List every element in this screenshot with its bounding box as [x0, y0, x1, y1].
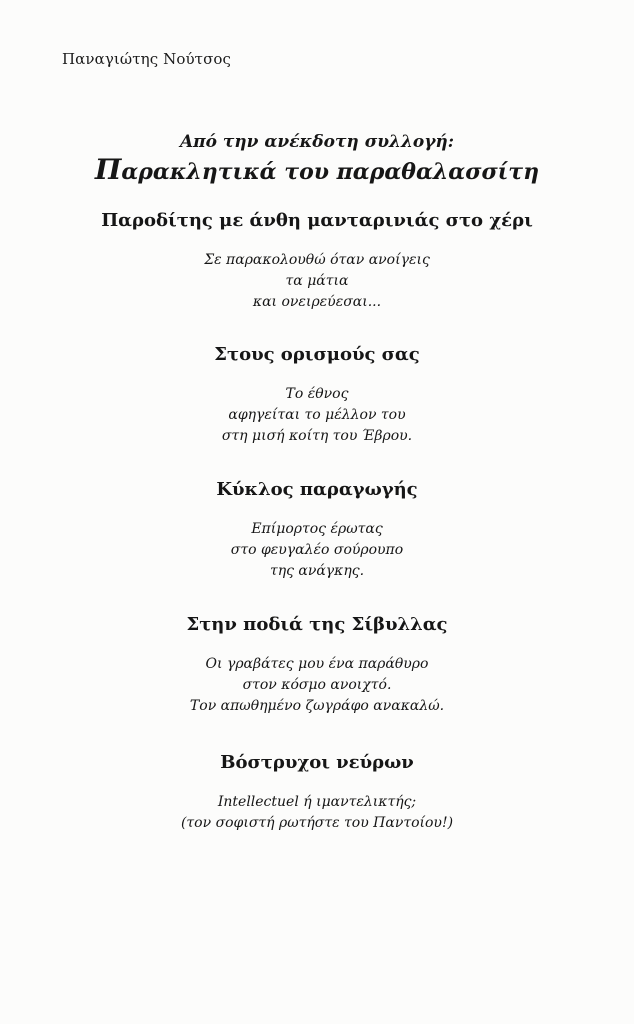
- collection-intro: [0, 130, 634, 187]
- poem-line: Επίμορτος έρωτας: [251, 521, 383, 537]
- poem-line: στη μισή κοίτη του Έβρου.: [221, 428, 413, 444]
- poem-line: Intellectuel ή ιμαντελικτής;: [217, 794, 417, 810]
- poem-line: της ανάγκης.: [269, 563, 365, 579]
- collection-title-initial: Π: [94, 153, 122, 186]
- poem: [0, 208, 634, 313]
- collection-intro-line: Από την ανέκδοτη συλλογή:: [179, 132, 455, 152]
- poem-line: Τον απωθημένο ζωγράφο ανακαλώ.: [189, 698, 445, 714]
- poem-line: Το έθνος: [285, 386, 349, 402]
- collection-title: [0, 155, 634, 187]
- poem: [0, 342, 634, 447]
- poem-lines: [0, 654, 634, 717]
- poem: [0, 750, 634, 834]
- poem-lines: [0, 792, 634, 834]
- page-header-author: Παναγιώτης Νούτσος: [62, 50, 232, 68]
- poem-line: στον κόσμο ανοιχτό.: [242, 677, 392, 693]
- poem-line: (τον σοφιστή ρωτήστε του Παντοίου!): [180, 815, 454, 831]
- poem-lines: [0, 250, 634, 313]
- poem-title: Κύκλος παραγωγής: [216, 479, 418, 500]
- poem-line: αφηγείται το μέλλον του: [228, 407, 406, 423]
- poem-title: Παροδίτης με άνθη μανταρινιάς στο χέρι: [101, 210, 533, 231]
- poem-lines: [0, 519, 634, 582]
- poem-line: και ονειρεύεσαι...: [252, 294, 382, 310]
- poem-title: Βόστρυχοι νεύρων: [220, 752, 414, 773]
- collection-title-rest: αρακλητικά του παραθαλασσίτη: [121, 159, 540, 185]
- poem-title: Στους ορισμούς σας: [214, 344, 420, 365]
- poem-line: Οι γραβάτες μου ένα παράθυρο: [205, 656, 429, 672]
- poem-lines: [0, 384, 634, 447]
- poem-line: τα μάτια: [285, 273, 349, 289]
- poem-line: Σε παρακολουθώ όταν ανοίγεις: [204, 252, 430, 268]
- poem: [0, 477, 634, 582]
- poem: [0, 612, 634, 717]
- poem-line: στο φευγαλέο σούρουπο: [230, 542, 404, 558]
- poem-title: Στην ποδιά της Σίβυλλας: [186, 614, 448, 635]
- poems-list: [0, 208, 634, 834]
